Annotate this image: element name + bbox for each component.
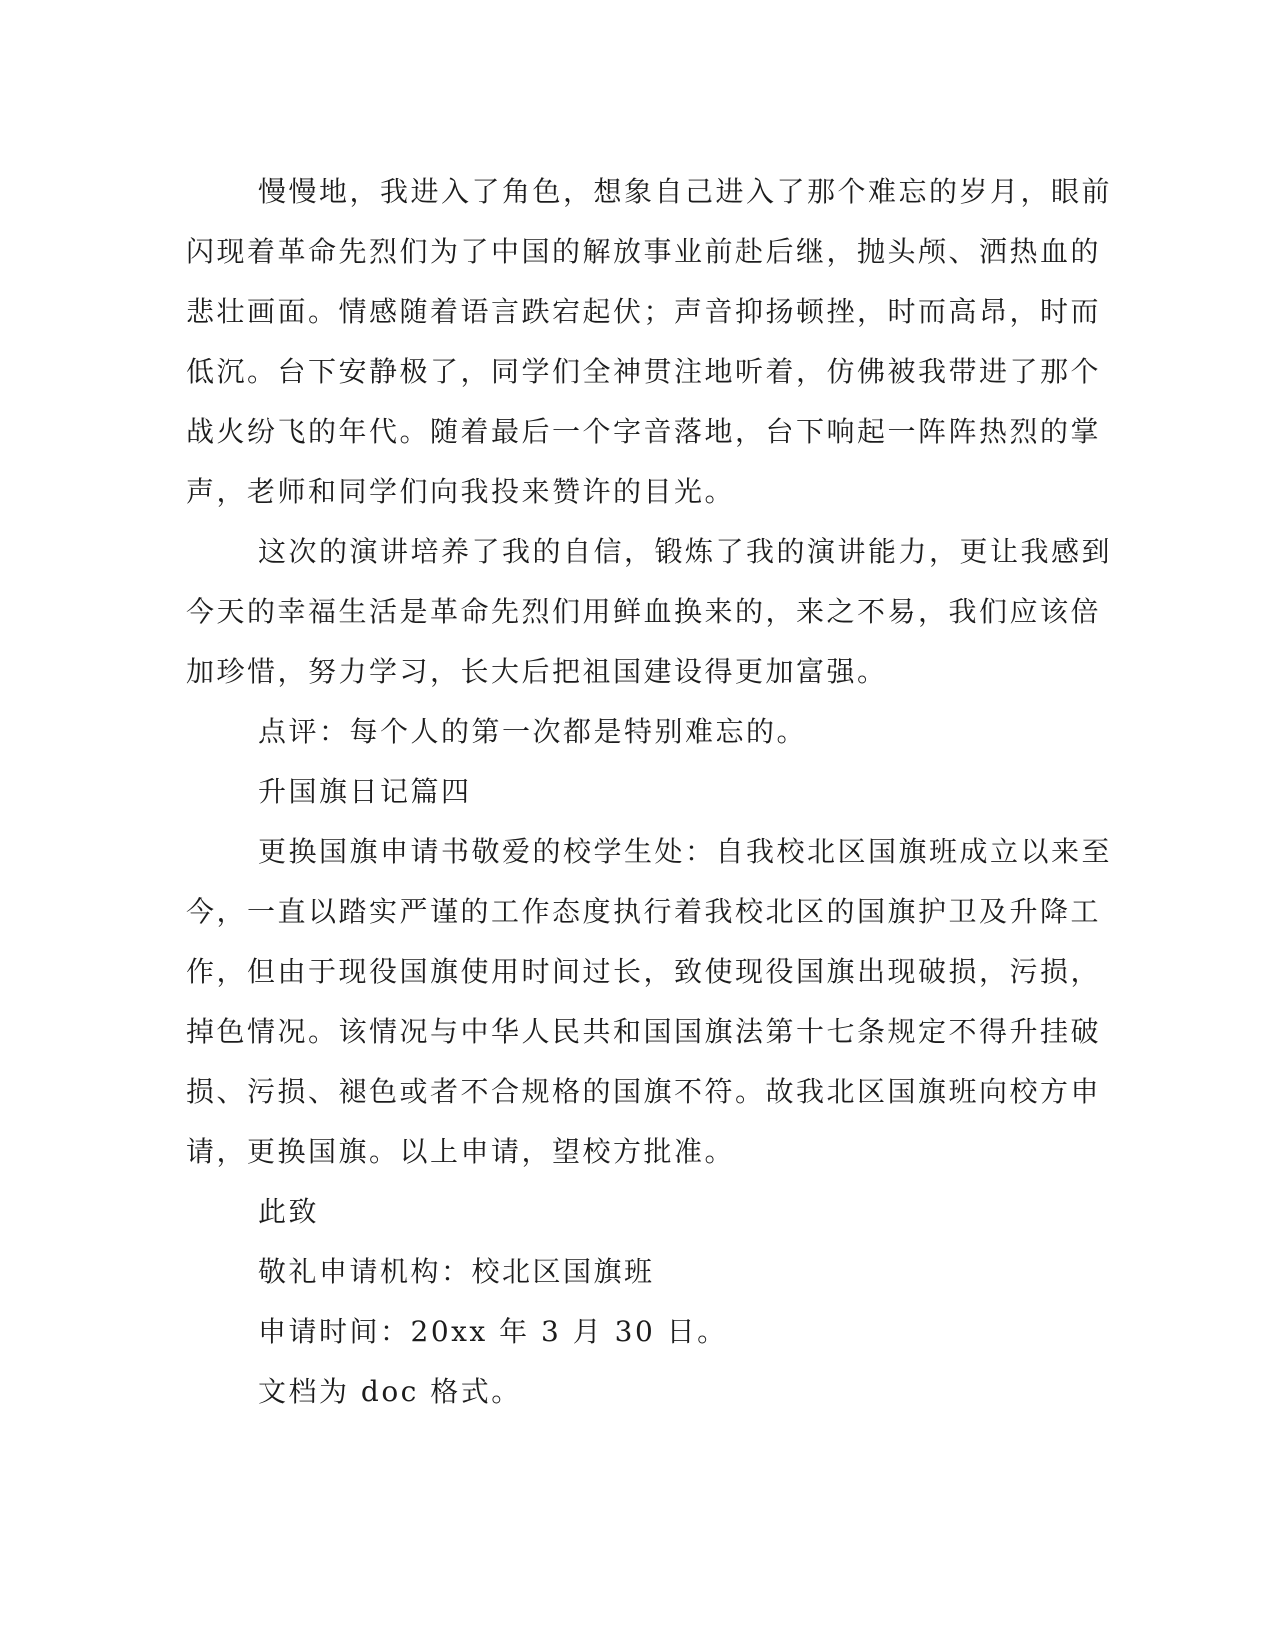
comment-line: 点评：每个人的第一次都是特别难忘的。 [258,715,808,748]
paragraph-line: 作，但由于现役国旗使用时间过长，致使现役国旗出现破损，污损， [186,955,1102,988]
paragraph-line: 低沉。台下安静极了，同学们全神贯注地听着，仿佛被我带进了那个 [186,355,1102,388]
paragraph-line: 慢慢地，我进入了角色，想象自己进入了那个难忘的岁月，眼前 [258,175,1113,208]
signature-line: 敬礼申请机构：校北区国旗班 [258,1255,655,1288]
paragraph-line: 战火纷飞的年代。随着最后一个字音落地，台下响起一阵阵热烈的掌 [186,415,1102,448]
paragraph-line: 更换国旗申请书敬爱的校学生处：自我校北区国旗班成立以来至 [258,835,1113,868]
paragraph-line: 今天的幸福生活是革命先烈们用鲜血换来的，来之不易，我们应该倍 [186,595,1102,628]
format-note-line: 文档为 doc 格式。 [258,1375,522,1408]
document-body [186,162,1113,1422]
paragraph-line: 声，老师和同学们向我投来赞许的目光。 [186,475,736,508]
section-heading: 升国旗日记篇四 [258,775,472,808]
paragraph-line: 今，一直以踏实严谨的工作态度执行着我校北区的国旗护卫及升降工 [186,895,1102,928]
date-line: 申请时间：20xx 年 3 月 30 日。 [258,1315,728,1348]
closing-line: 此致 [258,1195,320,1228]
paragraph-line: 损、污损、褪色或者不合规格的国旗不符。故我北区国旗班向校方申 [186,1075,1102,1108]
paragraph-line: 加珍惜，努力学习，长大后把祖国建设得更加富强。 [186,655,888,688]
paragraph-line: 这次的演讲培养了我的自信，锻炼了我的演讲能力，更让我感到 [258,535,1113,568]
paragraph-line: 悲壮画面。情感随着语言跌宕起伏；声音抑扬顿挫，时而高昂，时而 [186,295,1102,328]
paragraph-line: 掉色情况。该情况与中华人民共和国国旗法第十七条规定不得升挂破 [186,1015,1102,1048]
paragraph-line: 请，更换国旗。以上申请，望校方批准。 [186,1135,736,1168]
paragraph-line: 闪现着革命先烈们为了中国的解放事业前赴后继，抛头颅、洒热血的 [186,235,1102,268]
